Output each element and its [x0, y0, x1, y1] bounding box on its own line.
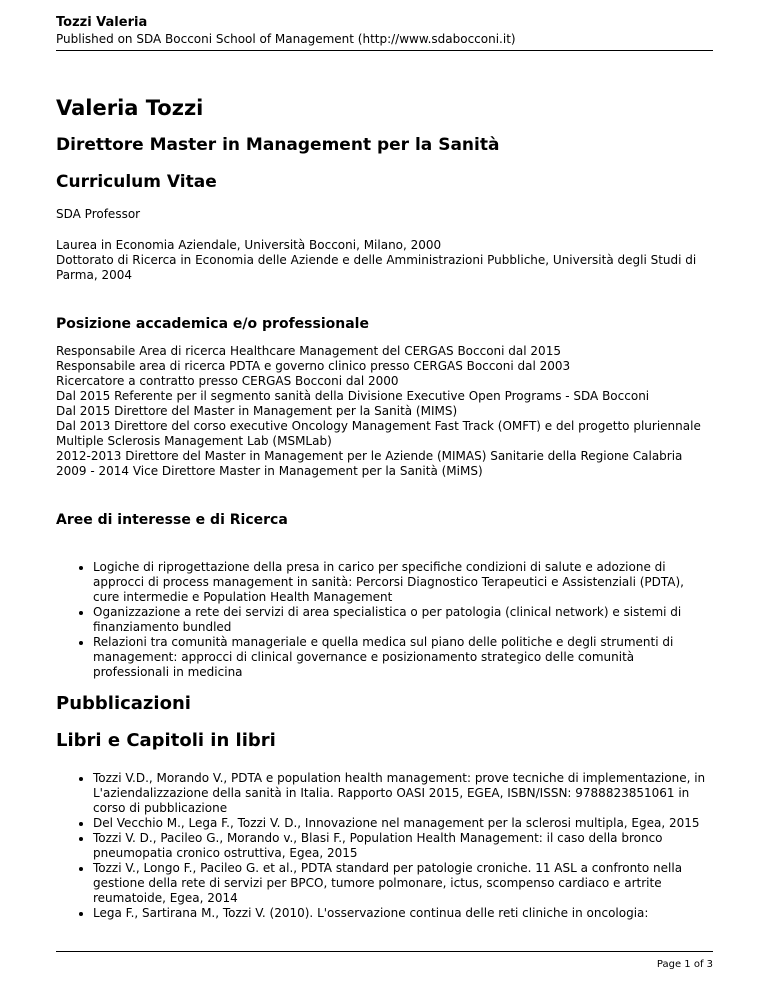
position-line: Dal 2015 Referente per il segmento sanità della Divisione Executive Open Programs - SDA Bocconi [56, 389, 650, 403]
cv-heading: Curriculum Vitae [56, 172, 217, 192]
position-line: Responsabile Area di ricerca Healthcare Management del CERGAS Bocconi dal 2015 [56, 344, 561, 358]
position-list [56, 344, 713, 479]
page-title: Valeria Tozzi [56, 96, 204, 120]
interest-item: • Logiche di riprogettazione della presa in carico per specifiche condizioni di salute e adozione di approcci di process management in sanità: Percorsi Diagnostico Terapeutici e Assistenziali (PDTA), cure intermedie e Population Health Management [93, 560, 713, 605]
page-footer [56, 951, 713, 970]
interest-item: • Oganizzazione a rete dei servizi di area specialistica o per patologia (clinical network) e sistemi di finanziamento bundled [93, 605, 713, 635]
position-line: Dal 2013 Direttore del corso executive Oncology Management Fast Track (OMFT) e del progetto pluriennale Multiple Sclerosis Management Lab (MSMLab) [56, 419, 701, 448]
book-item: • Tozzi V. D., Pacileo G., Morando v., Blasi F., Population Health Management: il caso della bronco pneumopatia cronico ostruttiva, Egea, 2015 [93, 831, 713, 861]
position-line: 2009 - 2014 Vice Direttore Master in Management per la Sanità (MiMS) [56, 464, 483, 478]
book-item: • Tozzi V.D., Morando V., PDTA e population health management: prove tecniche di implementazione, in L'aziendalizzazione della sanità in Italia. Rapporto OASI 2015, EGEA, ISBN/ISSN: 9788823851061 in corso di pubblicazione [93, 771, 713, 816]
publications-heading: Pubblicazioni [56, 693, 191, 714]
position-line: Responsabile area di ricerca PDTA e governo clinico presso CERGAS Bocconi dal 2003 [56, 359, 571, 373]
header-published-line: Published on SDA Bocconi School of Management (http://www.sdabocconi.it) [56, 32, 516, 46]
position-line: Dal 2015 Direttore del Master in Management per la Sanità (MIMS) [56, 404, 458, 418]
header-divider [56, 50, 713, 51]
books-heading: Libri e Capitoli in libri [56, 730, 276, 751]
role-text: SDA Professor [56, 207, 141, 221]
book-item: • Lega F., Sartirana M., Tozzi V. (2010). L'osservazione continua delle reti cliniche in oncologia: [93, 906, 713, 921]
education-line: Dottorato di Ricerca in Economia delle Aziende e delle Amministrazioni Pubbliche, Università degli Studi di Parma, 2004 [56, 253, 697, 282]
interests-list [56, 560, 713, 680]
book-item: • Tozzi V., Longo F., Pacileo G. et al., PDTA standard per patologie croniche. 11 ASL a confronto nella gestione della rete di servizi per BPCO, tumore polmonare, ictus, scompenso cardiaco e artrite reumatoide, Egea, 2014 [93, 861, 713, 906]
position-line: Ricercatore a contratto presso CERGAS Bocconi dal 2000 [56, 374, 399, 388]
page-subtitle: Direttore Master in Management per la Sanità [56, 135, 500, 155]
interest-item: • Relazioni tra comunità manageriale e quella medica sul piano delle politiche e degli strumenti di management: approcci di clinical governance e posizionamento strategico delle comunità professionali in medicina [93, 635, 713, 680]
interests-heading: Aree di interesse e di Ricerca [56, 512, 288, 528]
page-number: Page 1 of 3 [656, 959, 713, 970]
education-block [56, 238, 713, 283]
document-page [56, 14, 713, 921]
education-line: Laurea in Economia Aziendale, Università Bocconi, Milano, 2000 [56, 238, 442, 252]
book-item: • Del Vecchio M., Lega F., Tozzi V. D., Innovazione nel management per la sclerosi multipla, Egea, 2015 [93, 816, 713, 831]
position-heading: Posizione accademica e/o professionale [56, 316, 369, 332]
position-line: 2012-2013 Direttore del Master in Management per le Aziende (MIMAS) Sanitarie della Regione Calabria [56, 449, 683, 463]
books-list [56, 771, 713, 921]
header-author-name: Tozzi Valeria [56, 15, 148, 30]
